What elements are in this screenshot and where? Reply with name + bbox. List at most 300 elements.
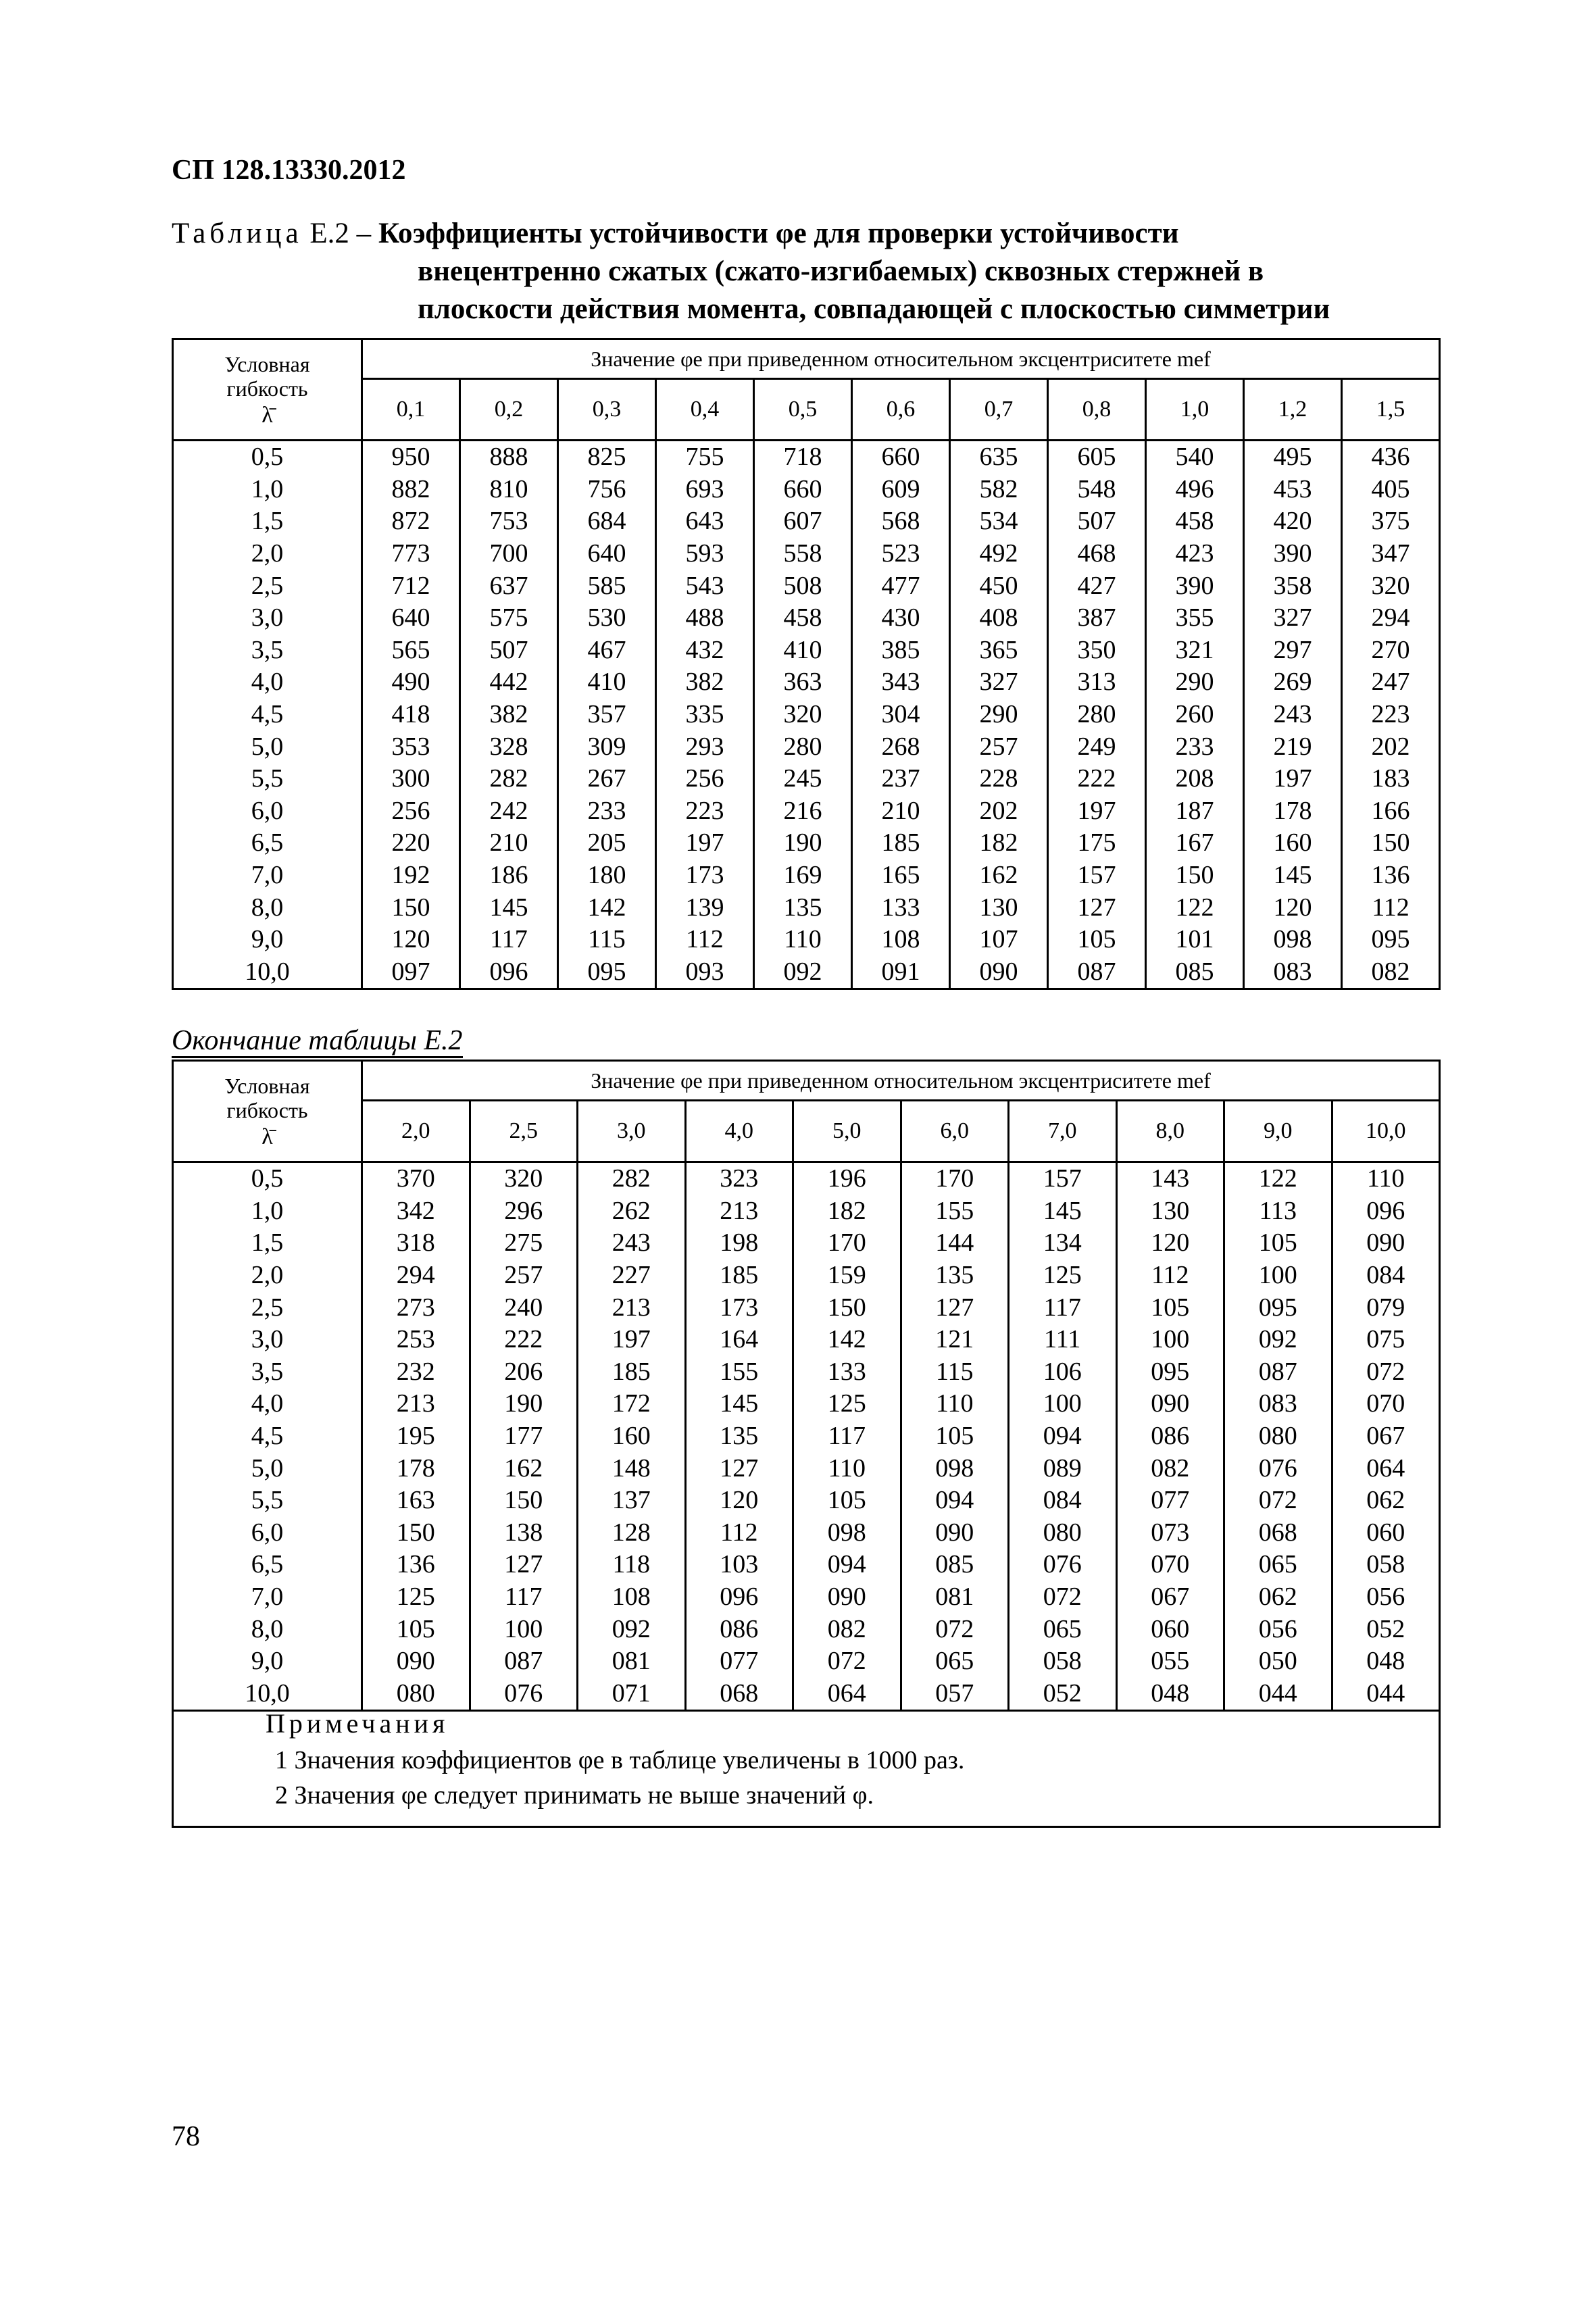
table-row xyxy=(173,538,1440,570)
value-cell: 227 xyxy=(578,1260,686,1292)
value-cell: 178 xyxy=(1244,795,1342,828)
value-cell: 108 xyxy=(578,1581,686,1614)
value-cell: 223 xyxy=(1342,699,1440,731)
value-cell: 105 xyxy=(1224,1227,1332,1260)
value-cell: 115 xyxy=(558,924,656,956)
value-cell: 507 xyxy=(1048,505,1146,538)
value-cell: 092 xyxy=(754,956,852,989)
value-cell: 233 xyxy=(558,795,656,828)
caption-line-1: Коэффициенты устойчивости φe для проверки устойчивости xyxy=(378,218,1179,249)
value-cell: 090 xyxy=(950,956,1048,989)
value-cell: 296 xyxy=(470,1195,578,1228)
lambda-header xyxy=(173,339,362,441)
value-cell: 318 xyxy=(362,1227,470,1260)
value-cell: 327 xyxy=(950,666,1048,699)
value-cell: 268 xyxy=(852,730,950,763)
value-cell: 094 xyxy=(793,1549,901,1581)
value-cell: 112 xyxy=(1116,1260,1224,1292)
value-cell: 197 xyxy=(656,827,754,860)
value-cell: 257 xyxy=(950,730,1048,763)
value-cell: 135 xyxy=(901,1260,1009,1292)
value-cell: 050 xyxy=(1224,1645,1332,1678)
value-cell: 458 xyxy=(754,602,852,634)
value-cell: 076 xyxy=(1224,1452,1332,1485)
value-cell: 660 xyxy=(852,441,950,474)
value-cell: 095 xyxy=(1116,1356,1224,1389)
value-cell: 593 xyxy=(656,538,754,570)
table-row xyxy=(173,1420,1440,1453)
value-cell: 080 xyxy=(1009,1517,1117,1549)
lambda-cell: 4,0 xyxy=(173,1388,362,1420)
value-cell: 410 xyxy=(558,666,656,699)
value-cell: 087 xyxy=(1224,1356,1332,1389)
value-cell: 065 xyxy=(901,1645,1009,1678)
table-row xyxy=(173,1581,1440,1614)
value-cell: 067 xyxy=(1332,1420,1440,1453)
eccentricity-header: Значение φe при приведенном относительном эксцентриситете mef xyxy=(362,1061,1440,1101)
column-header: 0,5 xyxy=(754,379,852,441)
table-row xyxy=(173,795,1440,828)
table-row xyxy=(173,505,1440,538)
value-cell: 117 xyxy=(1009,1291,1117,1324)
value-cell: 080 xyxy=(362,1678,470,1711)
value-cell: 110 xyxy=(1332,1162,1440,1195)
value-cell: 280 xyxy=(754,730,852,763)
value-cell: 575 xyxy=(460,602,558,634)
value-cell: 105 xyxy=(362,1613,470,1645)
table-row xyxy=(173,570,1440,602)
value-cell: 320 xyxy=(470,1162,578,1195)
value-cell: 166 xyxy=(1342,795,1440,828)
value-cell: 105 xyxy=(1116,1291,1224,1324)
column-header: 3,0 xyxy=(578,1101,686,1162)
table-row xyxy=(173,730,1440,763)
value-cell: 150 xyxy=(1146,860,1244,892)
column-header: 8,0 xyxy=(1116,1101,1224,1162)
value-cell: 323 xyxy=(685,1162,793,1195)
value-cell: 387 xyxy=(1048,602,1146,634)
value-cell: 136 xyxy=(362,1549,470,1581)
table-main xyxy=(172,338,1441,990)
value-cell: 075 xyxy=(1332,1324,1440,1356)
value-cell: 048 xyxy=(1332,1645,1440,1678)
table-row xyxy=(173,634,1440,667)
column-header: 7,0 xyxy=(1009,1101,1117,1162)
table-row xyxy=(173,699,1440,731)
value-cell: 079 xyxy=(1332,1291,1440,1324)
value-cell: 355 xyxy=(1146,602,1244,634)
table-row xyxy=(173,1452,1440,1485)
value-cell: 072 xyxy=(793,1645,901,1678)
value-cell: 105 xyxy=(901,1420,1009,1453)
lambda-cell: 2,0 xyxy=(173,538,362,570)
value-cell: 405 xyxy=(1342,474,1440,506)
value-cell: 163 xyxy=(362,1485,470,1517)
value-cell: 684 xyxy=(558,505,656,538)
value-cell: 060 xyxy=(1332,1517,1440,1549)
value-cell: 442 xyxy=(460,666,558,699)
value-cell: 609 xyxy=(852,474,950,506)
value-cell: 106 xyxy=(1009,1356,1117,1389)
value-cell: 872 xyxy=(362,505,460,538)
column-header: 1,2 xyxy=(1244,379,1342,441)
value-cell: 320 xyxy=(1342,570,1440,602)
value-cell: 197 xyxy=(1244,763,1342,795)
value-cell: 190 xyxy=(754,827,852,860)
value-cell: 081 xyxy=(578,1645,686,1678)
value-cell: 086 xyxy=(685,1613,793,1645)
value-cell: 640 xyxy=(558,538,656,570)
table-row xyxy=(173,924,1440,956)
lambda-cell: 4,5 xyxy=(173,699,362,731)
value-cell: 098 xyxy=(1244,924,1342,956)
value-cell: 219 xyxy=(1244,730,1342,763)
value-cell: 090 xyxy=(362,1645,470,1678)
value-cell: 198 xyxy=(685,1227,793,1260)
value-cell: 144 xyxy=(901,1227,1009,1260)
lambda-cell: 2,0 xyxy=(173,1260,362,1292)
value-cell: 085 xyxy=(1146,956,1244,989)
table-row xyxy=(173,1291,1440,1324)
value-cell: 083 xyxy=(1244,956,1342,989)
value-cell: 133 xyxy=(793,1356,901,1389)
column-header: 0,6 xyxy=(852,379,950,441)
column-header: 1,5 xyxy=(1342,379,1440,441)
value-cell: 145 xyxy=(685,1388,793,1420)
lambda-cell: 10,0 xyxy=(173,956,362,989)
table-row xyxy=(173,1613,1440,1645)
value-cell: 773 xyxy=(362,538,460,570)
value-cell: 090 xyxy=(1116,1388,1224,1420)
lambda-cell: 9,0 xyxy=(173,1645,362,1678)
value-cell: 210 xyxy=(852,795,950,828)
value-cell: 128 xyxy=(578,1517,686,1549)
table-row xyxy=(173,602,1440,634)
value-cell: 178 xyxy=(362,1452,470,1485)
column-header: 5,0 xyxy=(793,1101,901,1162)
value-cell: 755 xyxy=(656,441,754,474)
value-cell: 084 xyxy=(1332,1260,1440,1292)
value-cell: 073 xyxy=(1116,1517,1224,1549)
table-row xyxy=(173,1195,1440,1228)
lambda-cell: 6,0 xyxy=(173,1517,362,1549)
value-cell: 467 xyxy=(558,634,656,667)
value-cell: 222 xyxy=(470,1324,578,1356)
value-cell: 112 xyxy=(685,1517,793,1549)
value-cell: 164 xyxy=(685,1324,793,1356)
value-cell: 122 xyxy=(1224,1162,1332,1195)
column-header: 2,5 xyxy=(470,1101,578,1162)
value-cell: 117 xyxy=(460,924,558,956)
value-cell: 081 xyxy=(901,1581,1009,1614)
value-cell: 120 xyxy=(685,1485,793,1517)
value-cell: 635 xyxy=(950,441,1048,474)
value-cell: 197 xyxy=(1048,795,1146,828)
value-cell: 071 xyxy=(578,1678,686,1711)
lambda-cell: 2,5 xyxy=(173,1291,362,1324)
value-cell: 309 xyxy=(558,730,656,763)
value-cell: 062 xyxy=(1224,1581,1332,1614)
lambda-cell: 8,0 xyxy=(173,1613,362,1645)
value-cell: 117 xyxy=(793,1420,901,1453)
value-cell: 159 xyxy=(793,1260,901,1292)
value-cell: 321 xyxy=(1146,634,1244,667)
column-header-row xyxy=(173,1101,1440,1162)
value-cell: 718 xyxy=(754,441,852,474)
table-row xyxy=(173,474,1440,506)
document-code: СП 128.13330.2012 xyxy=(172,155,406,186)
lambda-cell: 0,5 xyxy=(173,441,362,474)
value-cell: 222 xyxy=(1048,763,1146,795)
value-cell: 082 xyxy=(793,1613,901,1645)
lambda-cell: 3,5 xyxy=(173,1356,362,1389)
value-cell: 548 xyxy=(1048,474,1146,506)
value-cell: 210 xyxy=(460,827,558,860)
value-cell: 213 xyxy=(685,1195,793,1228)
value-cell: 643 xyxy=(656,505,754,538)
value-cell: 127 xyxy=(685,1452,793,1485)
value-cell: 056 xyxy=(1224,1613,1332,1645)
value-cell: 950 xyxy=(362,441,460,474)
value-cell: 120 xyxy=(1116,1227,1224,1260)
value-cell: 585 xyxy=(558,570,656,602)
value-cell: 072 xyxy=(1332,1356,1440,1389)
value-cell: 170 xyxy=(901,1162,1009,1195)
column-header: 0,8 xyxy=(1048,379,1146,441)
value-cell: 450 xyxy=(950,570,1048,602)
value-cell: 108 xyxy=(852,924,950,956)
value-cell: 058 xyxy=(1332,1549,1440,1581)
lambda-label-1: Условная xyxy=(224,351,310,376)
value-cell: 382 xyxy=(656,666,754,699)
value-cell: 169 xyxy=(754,860,852,892)
value-cell: 202 xyxy=(1342,730,1440,763)
value-cell: 290 xyxy=(950,699,1048,731)
value-cell: 150 xyxy=(470,1485,578,1517)
value-cell: 257 xyxy=(470,1260,578,1292)
value-cell: 213 xyxy=(578,1291,686,1324)
value-cell: 175 xyxy=(1048,827,1146,860)
value-cell: 077 xyxy=(685,1645,793,1678)
value-cell: 232 xyxy=(362,1356,470,1389)
value-cell: 185 xyxy=(685,1260,793,1292)
continuation-title: Окончание таблицы Е.2 xyxy=(172,1024,463,1057)
value-cell: 167 xyxy=(1146,827,1244,860)
table-row xyxy=(173,1388,1440,1420)
value-cell: 427 xyxy=(1048,570,1146,602)
notes-box xyxy=(172,1693,1441,1828)
column-header: 1,0 xyxy=(1146,379,1244,441)
value-cell: 492 xyxy=(950,538,1048,570)
value-cell: 160 xyxy=(1244,827,1342,860)
value-cell: 568 xyxy=(852,505,950,538)
value-cell: 185 xyxy=(852,827,950,860)
value-cell: 076 xyxy=(1009,1549,1117,1581)
value-cell: 192 xyxy=(362,860,460,892)
value-cell: 120 xyxy=(362,924,460,956)
value-cell: 060 xyxy=(1116,1613,1224,1645)
value-cell: 064 xyxy=(1332,1452,1440,1485)
value-cell: 150 xyxy=(793,1291,901,1324)
value-cell: 070 xyxy=(1332,1388,1440,1420)
value-cell: 753 xyxy=(460,505,558,538)
value-cell: 328 xyxy=(460,730,558,763)
value-cell: 070 xyxy=(1116,1549,1224,1581)
lambda-label-2: гибкость xyxy=(226,376,308,401)
value-cell: 507 xyxy=(460,634,558,667)
value-cell: 096 xyxy=(685,1581,793,1614)
value-cell: 365 xyxy=(950,634,1048,667)
value-cell: 370 xyxy=(362,1162,470,1195)
value-cell: 220 xyxy=(362,827,460,860)
value-cell: 100 xyxy=(1224,1260,1332,1292)
value-cell: 121 xyxy=(901,1324,1009,1356)
value-cell: 530 xyxy=(558,602,656,634)
value-cell: 190 xyxy=(470,1388,578,1420)
value-cell: 112 xyxy=(1342,891,1440,924)
lambda-cell: 0,5 xyxy=(173,1162,362,1195)
value-cell: 101 xyxy=(1146,924,1244,956)
value-cell: 135 xyxy=(685,1420,793,1453)
value-cell: 095 xyxy=(1224,1291,1332,1324)
value-cell: 282 xyxy=(578,1162,686,1195)
value-cell: 540 xyxy=(1146,441,1244,474)
value-cell: 267 xyxy=(558,763,656,795)
value-cell: 293 xyxy=(656,730,754,763)
value-cell: 477 xyxy=(852,570,950,602)
value-cell: 534 xyxy=(950,505,1048,538)
table-row xyxy=(173,1356,1440,1389)
value-cell: 202 xyxy=(950,795,1048,828)
value-cell: 197 xyxy=(578,1324,686,1356)
value-cell: 172 xyxy=(578,1388,686,1420)
value-cell: 150 xyxy=(362,1517,470,1549)
value-cell: 237 xyxy=(852,763,950,795)
lambda-cell: 4,0 xyxy=(173,666,362,699)
value-cell: 100 xyxy=(470,1613,578,1645)
value-cell: 107 xyxy=(950,924,1048,956)
eccentricity-header: Значение φe при приведенном относительном эксцентриситете mef xyxy=(362,339,1440,379)
value-cell: 127 xyxy=(901,1291,1009,1324)
value-cell: 072 xyxy=(1224,1485,1332,1517)
value-cell: 294 xyxy=(1342,602,1440,634)
value-cell: 496 xyxy=(1146,474,1244,506)
value-cell: 090 xyxy=(1332,1227,1440,1260)
lambda-label-1: Условная xyxy=(224,1073,310,1098)
value-cell: 087 xyxy=(470,1645,578,1678)
lambda-cell: 3,0 xyxy=(173,1324,362,1356)
value-cell: 058 xyxy=(1009,1645,1117,1678)
value-cell: 127 xyxy=(470,1549,578,1581)
value-cell: 453 xyxy=(1244,474,1342,506)
value-cell: 080 xyxy=(1224,1420,1332,1453)
value-cell: 089 xyxy=(1009,1452,1117,1485)
value-cell: 145 xyxy=(460,891,558,924)
value-cell: 082 xyxy=(1116,1452,1224,1485)
value-cell: 064 xyxy=(793,1678,901,1711)
notes-heading: Примечания xyxy=(266,1708,449,1739)
table-row xyxy=(173,1162,1440,1195)
value-cell: 112 xyxy=(656,924,754,956)
value-cell: 280 xyxy=(1048,699,1146,731)
value-cell: 055 xyxy=(1116,1645,1224,1678)
lambda-header xyxy=(173,1061,362,1162)
value-cell: 660 xyxy=(754,474,852,506)
value-cell: 118 xyxy=(578,1549,686,1581)
value-cell: 637 xyxy=(460,570,558,602)
value-cell: 067 xyxy=(1116,1581,1224,1614)
value-cell: 408 xyxy=(950,602,1048,634)
value-cell: 253 xyxy=(362,1324,470,1356)
value-cell: 240 xyxy=(470,1291,578,1324)
lambda-cell: 3,0 xyxy=(173,602,362,634)
table-caption xyxy=(172,215,1442,328)
value-cell: 085 xyxy=(901,1549,1009,1581)
table-row xyxy=(173,666,1440,699)
value-cell: 084 xyxy=(1009,1485,1117,1517)
value-cell: 363 xyxy=(754,666,852,699)
value-cell: 122 xyxy=(1146,891,1244,924)
table-row xyxy=(173,1260,1440,1292)
lambda-symbol: λ̄ xyxy=(261,1124,273,1149)
lambda-cell: 6,5 xyxy=(173,827,362,860)
value-cell: 068 xyxy=(685,1678,793,1711)
value-cell: 245 xyxy=(754,763,852,795)
value-cell: 137 xyxy=(578,1485,686,1517)
value-cell: 105 xyxy=(1048,924,1146,956)
table-row xyxy=(173,1549,1440,1581)
lambda-symbol: λ̄ xyxy=(261,402,273,428)
value-cell: 092 xyxy=(578,1613,686,1645)
table-row xyxy=(173,763,1440,795)
value-cell: 223 xyxy=(656,795,754,828)
value-cell: 582 xyxy=(950,474,1048,506)
value-cell: 343 xyxy=(852,666,950,699)
column-header: 6,0 xyxy=(901,1101,1009,1162)
value-cell: 098 xyxy=(901,1452,1009,1485)
value-cell: 256 xyxy=(656,763,754,795)
value-cell: 130 xyxy=(950,891,1048,924)
value-cell: 096 xyxy=(460,956,558,989)
value-cell: 543 xyxy=(656,570,754,602)
column-header: 0,4 xyxy=(656,379,754,441)
value-cell: 155 xyxy=(901,1195,1009,1228)
lambda-cell: 6,5 xyxy=(173,1549,362,1581)
value-cell: 087 xyxy=(1048,956,1146,989)
value-cell: 105 xyxy=(793,1485,901,1517)
value-cell: 495 xyxy=(1244,441,1342,474)
value-cell: 712 xyxy=(362,570,460,602)
value-cell: 155 xyxy=(685,1356,793,1389)
value-cell: 148 xyxy=(578,1452,686,1485)
value-cell: 100 xyxy=(1116,1324,1224,1356)
value-cell: 420 xyxy=(1244,505,1342,538)
value-cell: 145 xyxy=(1244,860,1342,892)
value-cell: 180 xyxy=(558,860,656,892)
value-cell: 150 xyxy=(362,891,460,924)
value-cell: 810 xyxy=(460,474,558,506)
value-cell: 275 xyxy=(470,1227,578,1260)
value-cell: 888 xyxy=(460,441,558,474)
value-cell: 133 xyxy=(852,891,950,924)
value-cell: 052 xyxy=(1009,1678,1117,1711)
value-cell: 127 xyxy=(1048,891,1146,924)
value-cell: 242 xyxy=(460,795,558,828)
note-1: 1 Значения коэффициентов φe в таблице увеличены в 1000 раз. xyxy=(275,1746,965,1774)
value-cell: 072 xyxy=(901,1613,1009,1645)
lambda-cell: 2,5 xyxy=(173,570,362,602)
value-cell: 693 xyxy=(656,474,754,506)
